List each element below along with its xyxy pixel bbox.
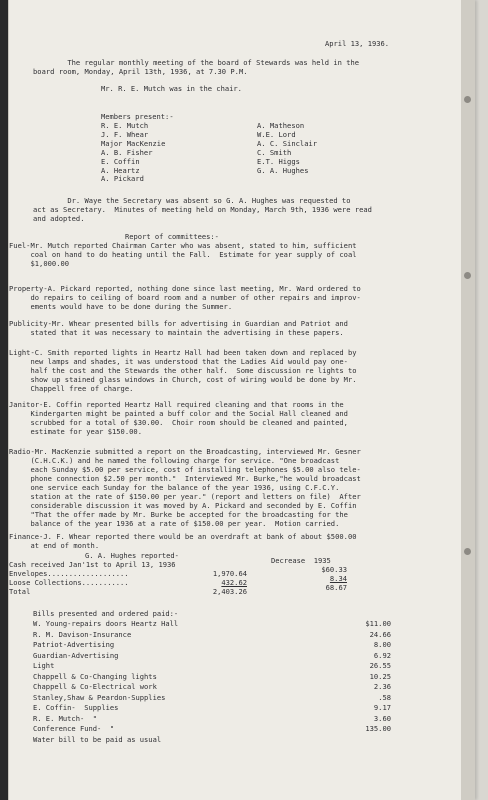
bill-amount: 26.55 [369,661,391,670]
text-line: considerable discussion it was moved by A. Pickard and seconded by E. Coffin [9,501,357,510]
text-line: phone connection $2.50 per month." Interviewed Mr. Burke,"he would broadcast [9,474,361,483]
bills-heading: Bills presented and ordered paid:- [33,609,179,618]
text-line: one service each Sunday for the balance of the year 1936, using C.F.C.Y. [9,483,340,492]
left-binding-shadow [0,0,8,800]
text-line: do repairs to ceiling of board room and a number of other repairs and improv- [9,293,361,302]
bill-label: Stanley,Shaw & Peardon-Supplies [33,692,166,702]
cash-label: Cash received Jan'1st to April 13, 1936 [9,560,176,569]
bill-amount: 24.66 [369,629,391,639]
bill-amount: 135.00 [365,724,391,733]
bill-label: Light [33,661,55,670]
bill-label: R. E. Mutch- " [33,713,98,723]
member-name: E. Coffin [101,156,140,166]
text-line: Kindergarten might be painted a buff color and the Social Hall cleaned and [9,409,348,418]
member-name: R. E. Mutch [101,121,149,130]
hughes-reported: G. A. Hughes reported- [85,551,179,560]
chair-line: Mr. R. E. Mutch was in the chair. [101,84,242,93]
bill-label: W. Young-repairs doors Heartz Hall [33,619,179,628]
cash-label: Loose Collections........... [9,578,129,587]
text-line: Finance-J. F. Whear reported there would be an overdraft at bank of about $500.00 [9,532,357,541]
cash-label: Envelopes................... [9,569,129,578]
text-line: scrubbed for a total of $30.00. Choir room should be cleaned and painted, [9,418,348,427]
text-line: "That the offer made by Mr. Burke be accepted for the broadcasting for the [9,510,348,519]
text-line: The regular monthly meeting of the board of Stewards was held in the [33,58,360,67]
text-line: at end of month. [9,541,100,550]
bill-amount: 6.92 [373,650,391,660]
document-date: April 13, 1936. [325,39,390,48]
bill-amount: 10.25 [369,671,391,681]
member-name: A. Heartz [101,165,140,175]
member-name: A. Pickard [101,174,144,184]
bill-label: Chappell & Co-Electrical work [33,682,157,691]
decrease-value: $60.33 [321,565,347,574]
bill-label: Chappell & Co-Changing lights [33,671,157,681]
bill-amount: 3.60 [373,713,391,723]
text-line: Chappell free of charge. [9,384,134,393]
document-page [8,0,475,800]
text-line: Light-C. Smith reported lights in Heartz Hall had been taken down and replaced by [9,348,357,357]
bill-label: E. Coffin- Supplies [33,703,119,712]
member-name: A. C. Sinclair [257,138,318,148]
bill-label: Patriot-Advertising [33,640,115,649]
member-name: W.E. Lord [257,129,296,139]
text-line: show up stained glass windows in Church, cost of wiring would be done by Mr. [9,375,357,384]
text-line: $1,000.00 [9,259,70,268]
text-line: new lamps and shades, it was understood that the Ladies Aid would pay one- [9,357,348,366]
text-line: Janitor-E. Coffin reported Heartz Hall required cleaning and that rooms in the [9,400,344,409]
bill-amount: $11.00 [365,619,391,628]
text-line: Property-A. Pickard reported, nothing done since last meeting, Mr. Ward ordered to [9,284,361,293]
member-name: J. F. Whear [101,129,149,139]
text-line: balance of the year 1936 at a rate of $150.00 per year. Motion carried. [9,519,340,528]
member-name: E.T. Higgs [257,156,300,166]
bill-label: Water bill to be paid as usual [33,734,162,744]
text-line: coal on hand to do heating until the Fall. Estimate for year supply of coal [9,250,357,259]
bill-label: R. M. Davison-Insurance [33,629,132,639]
cash-value: 432.62 [221,578,247,587]
member-name: C. Smith [257,147,292,157]
text-line: board room, Monday, April 13th, 1936, at 7.30 P.M. [33,67,248,76]
text-line: Publicity-Mr. Whear presented bills for advertising in Guardian and Patriot and [9,319,348,328]
bill-amount: 8.00 [373,640,391,649]
cash-value: 1,970.64 [212,569,247,578]
bill-amount: 2.36 [373,682,391,691]
binder-hole-icon [464,548,471,555]
text-line: estimate for year $150.00. [9,427,143,436]
text-line: Fuel-Mr. Mutch reported Chairman Carter who was absent, stated to him, sufficient [9,241,357,250]
text-line: (C.H.C.K.) and he named the following charge for service. "One broadcast [9,456,340,465]
page-right-edge [461,0,475,800]
cash-label: Total [9,587,31,596]
member-name: G. A. Hughes [257,165,309,175]
member-name: Major MacKenzie [101,138,166,148]
decrease-heading: Decrease 1935 [271,556,331,565]
cash-value: 2,403.26 [212,587,247,596]
members-heading: Members present:- [101,112,174,121]
text-line: Dr. Waye the Secretary was absent so G. A. Hughes was requested to [33,196,351,205]
text-line: and adopted. [33,214,85,223]
member-name: A. B. Fisher [101,147,153,157]
bill-label: Guardian-Advertising [33,650,119,660]
bill-label: Conference Fund- " [33,724,115,733]
text-line: act as Secretary. Minutes of meeting held on Monday, March 9th, 1936 were read [33,205,372,214]
text-line: stated that it was necessary to maintain the advertising in these papers. [9,328,344,337]
binder-hole-icon [464,96,471,103]
committees-heading: Report of committees:- [125,232,219,241]
text-line: station at the rate of $150.00 per year." (report and letters on file) After [9,492,361,501]
bill-amount: 9.17 [373,703,391,712]
text-line: half the cost and the Stewards the other half. Some discussion re lights to [9,366,357,375]
text-line: Radio-Mr. MacKenzie submitted a report on the Broadcasting, interviewed Mr. Gesner [9,447,361,456]
bill-amount: .58 [378,692,391,702]
decrease-value: 68.67 [325,583,347,592]
text-line: ements would have to be done during the Summer. [9,302,233,311]
binder-hole-icon [464,272,471,279]
member-name: A. Matheson [257,121,305,130]
text-line: each Sunday $5.00 per service, cost of installing telephones $5.00 also tele- [9,465,361,474]
decrease-value: 8.34 [329,574,347,583]
